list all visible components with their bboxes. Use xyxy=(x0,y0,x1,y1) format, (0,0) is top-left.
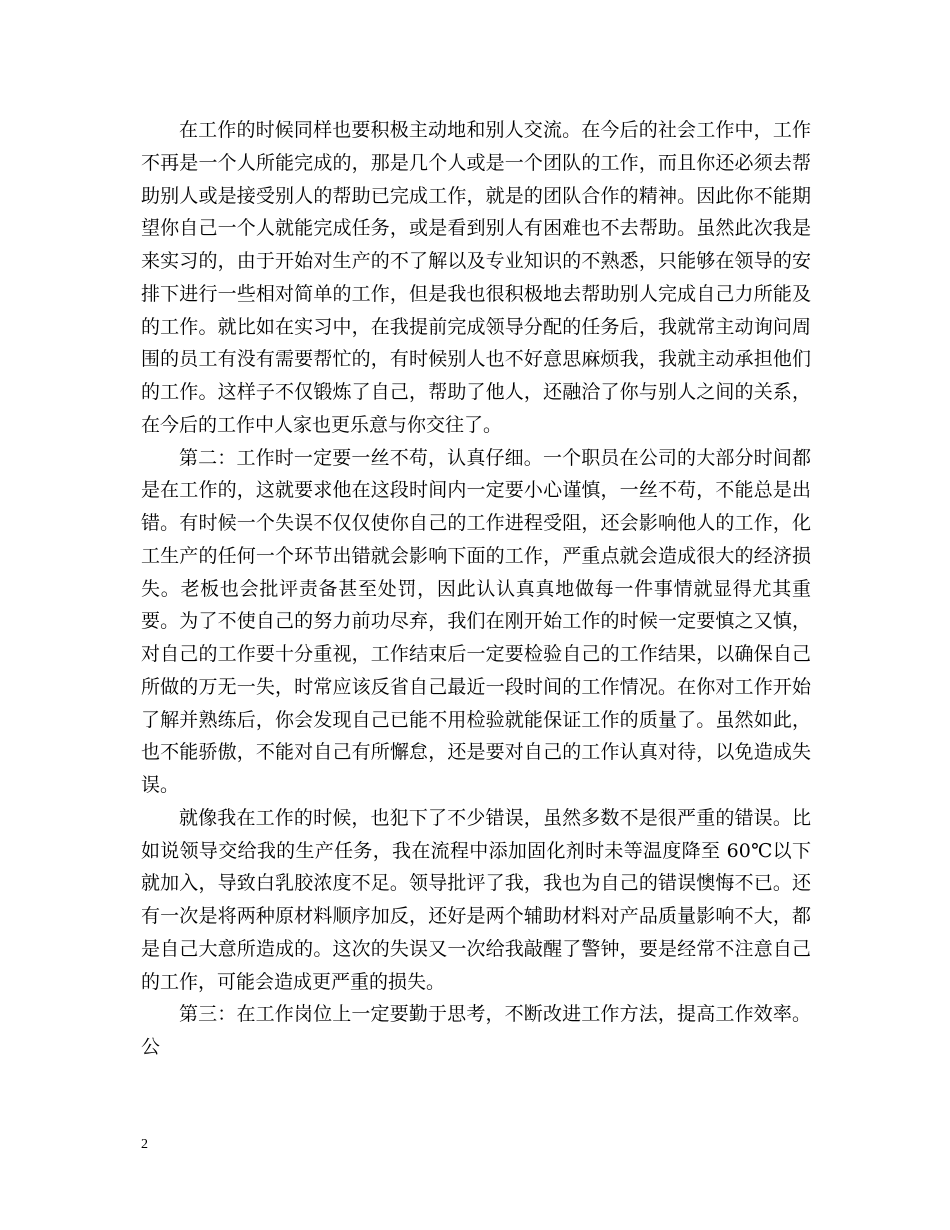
paragraph-mistakes-example: 就像我在工作的时候，也犯下了不少错误，虽然多数不是很严重的错误。比如说领导交给我的生产任务，我在流程中添加固化剂时未等温度降至 60℃以下就加入，导致白乳胶浓度不足。领导批评了我，我也为自己的错误懊悔不已。还有一次是将两种原材料顺序加反，还好是两个辅助材料对产品质量影响不大，都是自己大意所造成的。这次的失误又一次给我敲醒了警钟，要是经常不注意自己的工作，可能会造成更严重的损失。 xyxy=(141,806,811,993)
page-number: 2 xyxy=(141,1137,148,1152)
document-body xyxy=(141,114,811,1064)
paragraph-third-point: 第三：在工作岗位上一定要勤于思考，不断改进工作方法，提高工作效率。公 xyxy=(141,1003,811,1058)
paragraph-second-point: 第二：工作时一定要一丝不苟，认真仔细。一个职员在公司的大部分时间都是在工作的，这就要求他在这段时间内一定要小心谨慎，一丝不苟，不能总是出错。有时候一个失误不仅仅使你自己的工作进程受阻，还会影响他人的工作，化工生产的任何一个环节出错就会影响下面的工作，严重点就会造成很大的经济损失。老板也会批评责备甚至处罚，因此认认真真地做每一件事情就显得尤其重要。为了不使自己的努力前功尽弃，我们在刚开始工作的时候一定要慎之又慎，对自己的工作要十分重视，工作结束后一定要检验自己的工作结果，以确保自己所做的万无一失，时常应该反省自己最近一段时间的工作情况。在你对工作开始了解并熟练后，你会发现自己已能不用检验就能保证工作的质量了。虽然如此，也不能骄傲，不能对自己有所懈怠，还是要对自己的工作认真对待，以免造成失误。 xyxy=(141,446,811,796)
paragraph-teamwork: 在工作的时候同样也要积极主动地和别人交流。在今后的社会工作中，工作不再是一个人所能完成的，那是几个人或是一个团队的工作，而且你还必须去帮助别人或是接受别人的帮助已完成工作，就是的团队合作的精神。因此你不能期望你自己一个人就能完成任务，或是看到别人有困难也不去帮助。虽然此次我是来实习的，由于开始对生产的不了解以及专业知识的不熟悉，只能够在领导的安排下进行一些相对简单的工作，但是我也很积极地去帮助别人完成自己力所能及的工作。就比如在实习中，在我提前完成领导分配的任务后，我就常主动询问周围的员工有没有需要帮忙的，有时候别人也不好意思麻烦我，我就主动承担他们的工作。这样子不仅锻炼了自己，帮助了他人，还融洽了你与别人之间的关系，在今后的工作中人家也更乐意与你交往了。 xyxy=(141,119,811,436)
